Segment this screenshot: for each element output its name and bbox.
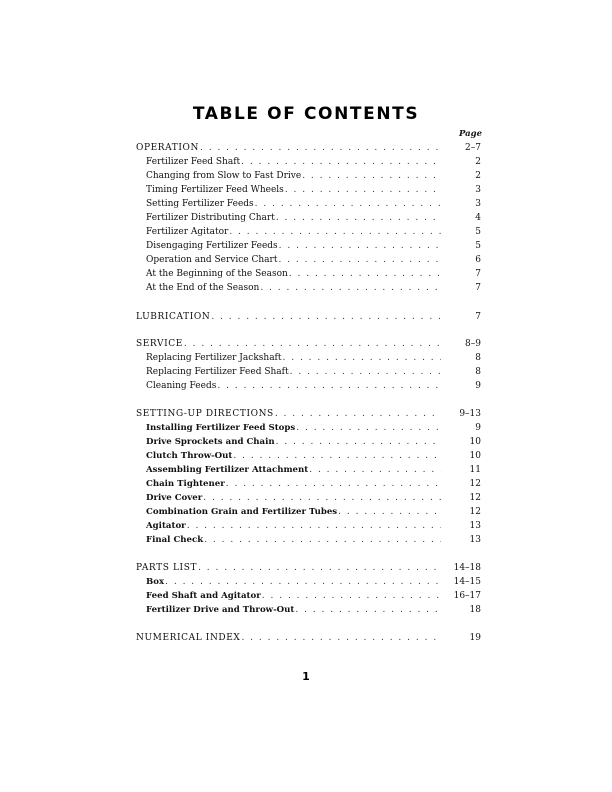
toc-entry <box>146 184 481 197</box>
leader-dots <box>337 506 441 519</box>
leader-dots <box>288 268 441 281</box>
leader-dots <box>183 338 441 351</box>
toc-entry <box>146 156 481 169</box>
toc-page: 6 <box>475 255 481 265</box>
toc-label: OPERATION <box>136 143 199 153</box>
leader-dots <box>294 604 441 617</box>
toc-label: At the End of the Season <box>146 283 260 293</box>
leader-dots <box>275 212 441 225</box>
leader-dots <box>240 156 441 169</box>
toc-page: 4 <box>475 213 481 223</box>
toc-entry <box>146 520 481 533</box>
toc-label: Timing Fertilizer Feed Wheels <box>146 185 284 195</box>
leader-dots <box>278 240 441 253</box>
leader-dots <box>164 576 441 589</box>
toc-label: Drive Sprockets and Chain <box>146 437 275 447</box>
toc-entry <box>146 422 481 435</box>
toc-label: Setting Fertilizer Feeds <box>146 199 254 209</box>
toc-entry <box>146 240 481 253</box>
toc-page: 14–15 <box>453 577 481 587</box>
toc-page: 3 <box>475 199 481 209</box>
toc-page: 8–9 <box>465 339 481 349</box>
leader-dots <box>282 352 441 365</box>
leader-dots <box>228 226 441 239</box>
leader-dots <box>275 436 441 449</box>
toc-entry <box>146 226 481 239</box>
toc-entry <box>146 366 481 379</box>
toc-section-parts-list <box>136 562 481 575</box>
toc-label: Fertilizer Drive and Throw-Out <box>146 605 295 615</box>
toc-label: Assembling Fertilizer Attachment <box>146 465 309 475</box>
page-column-header: Page <box>458 129 482 139</box>
toc-page: 9 <box>475 381 481 391</box>
toc-entry <box>146 576 481 589</box>
toc-label: Disengaging Fertilizer Feeds <box>146 241 278 251</box>
toc-page: 10 <box>469 451 481 461</box>
leader-dots <box>301 170 441 183</box>
toc-label: At the Beginning of the Season <box>146 269 288 279</box>
toc-page: 13 <box>469 535 481 545</box>
toc-page: 7 <box>475 283 481 293</box>
leader-dots <box>225 478 441 491</box>
toc-page: 11 <box>469 465 481 475</box>
toc-section-numerical-index <box>136 632 481 645</box>
toc-page: 18 <box>469 605 481 615</box>
leader-dots <box>261 590 441 603</box>
toc-entry <box>146 380 481 393</box>
toc-page: 3 <box>475 185 481 195</box>
toc-label: Drive Cover <box>146 493 203 503</box>
toc-entry <box>146 534 481 547</box>
toc-page: 2–7 <box>465 143 481 153</box>
toc-page: 16–17 <box>453 591 481 601</box>
toc-section-setting-up <box>136 408 481 421</box>
toc-entry <box>146 604 481 617</box>
toc-label: Replacing Fertilizer Jackshaft <box>146 353 282 363</box>
leader-dots <box>295 422 441 435</box>
toc-label: Operation and Service Chart <box>146 255 278 265</box>
leader-dots <box>186 520 441 533</box>
toc-page: 9 <box>475 423 481 433</box>
toc-entry <box>146 212 481 225</box>
toc-entry <box>146 450 481 463</box>
toc-label: Cleaning Feeds <box>146 381 217 391</box>
leader-dots <box>254 198 441 211</box>
toc-page: 5 <box>475 241 481 251</box>
toc-page: 10 <box>469 437 481 447</box>
toc-entry <box>146 282 481 295</box>
toc-page: 7 <box>475 269 481 279</box>
toc-label: Box <box>146 577 165 587</box>
toc-page: 19 <box>469 633 481 643</box>
toc-page: 14–18 <box>453 563 481 573</box>
toc-entry <box>146 268 481 281</box>
toc-page: 7 <box>475 312 481 322</box>
toc-entry <box>146 170 481 183</box>
toc-page: 12 <box>469 479 481 489</box>
toc-entry <box>146 478 481 491</box>
leader-dots <box>240 632 441 645</box>
toc-label: NUMERICAL INDEX <box>136 633 241 643</box>
toc-section-service <box>136 338 481 351</box>
toc-page: 5 <box>475 227 481 237</box>
leader-dots <box>274 408 441 421</box>
leader-dots <box>284 184 441 197</box>
toc-entry <box>146 352 481 365</box>
toc-section-lubrication <box>136 311 481 324</box>
toc-entry <box>146 436 481 449</box>
toc-entry <box>146 464 481 477</box>
toc-label: LUBRICATION <box>136 312 211 322</box>
toc-page: 12 <box>469 507 481 517</box>
toc-label: Final Check <box>146 535 204 545</box>
toc-label: Feed Shaft and Agitator <box>146 591 261 601</box>
leader-dots <box>210 311 441 324</box>
toc-label: Agitator <box>146 521 186 531</box>
toc-label: Changing from Slow to Fast Drive <box>146 171 302 181</box>
toc-label: Fertilizer Agitator <box>146 227 229 237</box>
page-title: TABLE OF CONTENTS <box>192 104 420 124</box>
leader-dots <box>277 254 441 267</box>
toc-label: Installing Fertilizer Feed Stops <box>146 423 296 433</box>
toc-page: 2 <box>475 171 481 181</box>
toc-label: PARTS LIST <box>136 563 198 573</box>
leader-dots <box>216 380 441 393</box>
leader-dots <box>289 366 441 379</box>
toc-entry <box>146 590 481 603</box>
toc-label: Fertilizer Distributing Chart <box>146 213 275 223</box>
leader-dots <box>203 534 441 547</box>
toc-page: 12 <box>469 493 481 503</box>
leader-dots <box>232 450 441 463</box>
toc-section-operation <box>136 142 481 155</box>
leader-dots <box>197 562 441 575</box>
leader-dots <box>199 142 441 155</box>
toc-label: SETTING-UP DIRECTIONS <box>136 409 274 419</box>
toc-entry <box>146 254 481 267</box>
toc-label: Clutch Throw-Out <box>146 451 233 461</box>
toc-label: Chain Tightener <box>146 479 225 489</box>
toc-page: 8 <box>475 367 481 377</box>
toc-label: Combination Grain and Fertilizer Tubes <box>146 507 338 517</box>
page-number: 1 <box>302 670 310 683</box>
toc-label: Replacing Fertilizer Feed Shaft <box>146 367 289 377</box>
toc-entry <box>146 506 481 519</box>
toc-label: Fertilizer Feed Shaft <box>146 157 241 167</box>
toc-page: 9–13 <box>459 409 481 419</box>
toc-page: 13 <box>469 521 481 531</box>
leader-dots <box>202 492 441 505</box>
toc-page: 2 <box>475 157 481 167</box>
toc-page: 8 <box>475 353 481 363</box>
toc-label: SERVICE <box>136 339 183 349</box>
toc-entry <box>146 492 481 505</box>
leader-dots <box>308 464 441 477</box>
toc-entry <box>146 198 481 211</box>
leader-dots <box>259 282 441 295</box>
